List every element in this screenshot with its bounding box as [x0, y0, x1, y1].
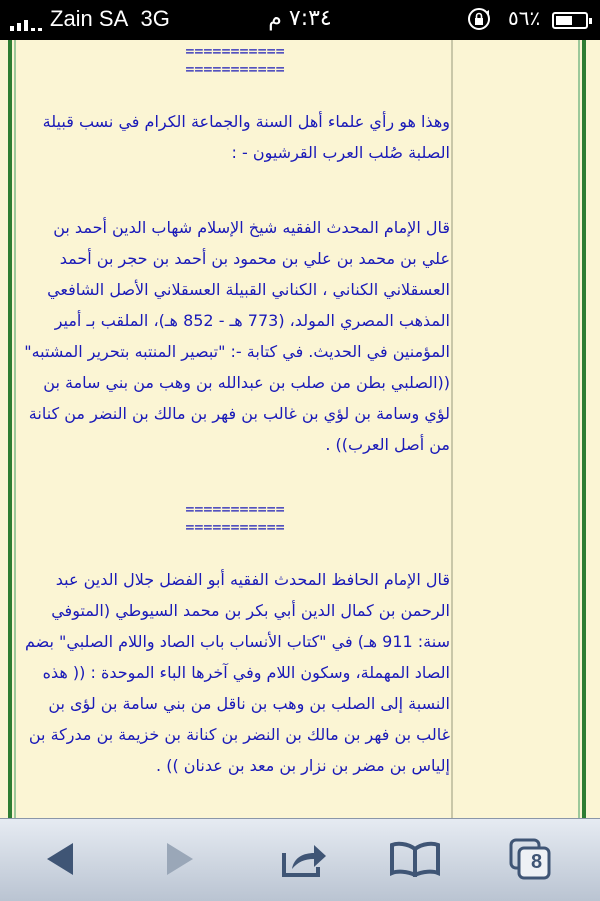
column-divider	[451, 40, 453, 818]
rotation-lock-icon	[466, 6, 492, 32]
bookmarks-button[interactable]	[385, 833, 445, 885]
network-label: 3G	[140, 6, 170, 31]
book-icon	[389, 841, 441, 877]
battery-percent: ٥٦٪	[508, 6, 541, 30]
carrier-label: Zain SA 3G	[50, 6, 170, 31]
left-border	[8, 40, 12, 818]
status-time: ٧:٣٤ م	[268, 6, 332, 31]
quote-paragraph: قال الإمام الحافظ المحدث الفقيه أبو الفضل جلال الدين عبد الرحمن بن كمال الدين أبي بكر بن محمد السيوطي (المتوفي سنة: 911 هـ) في "كتاب الأنساب باب الصاد واللام الصلبي" بضم الصاد المهملة، وسكون اللام وفي آخرها الباء الموحدة : (( هذه النسبة إلى الصلب بن وهب بن ناقل من بني سامة بن لؤى بن غالب بن فهر بن مالك بن النضر بن كنانة بن خزيمة بن مدركة بن إلياس بن مضر بن نزار بن معد بن عدنان )) .	[24, 570, 450, 775]
right-border	[582, 40, 586, 818]
separator-line: ===========	[185, 42, 285, 60]
separator-line: ===========	[185, 518, 285, 536]
back-arrow-icon	[43, 841, 77, 877]
back-button[interactable]	[30, 833, 90, 885]
intro-paragraph: وهذا هو رأي علماء أهل السنة والجماعة الكرام في نسب قبيلة الصلبة صُلب العرب القرشيون - :	[42, 112, 450, 162]
tabs-count: 8	[531, 851, 543, 873]
share-button[interactable]	[275, 833, 335, 885]
separator-line: ===========	[185, 60, 285, 78]
tabs-icon	[508, 837, 552, 881]
battery-icon	[552, 12, 588, 29]
article-body	[20, 40, 450, 781]
battery-fill	[556, 16, 572, 25]
quote-paragraph: قال الإمام المحدث الفقيه شيخ الإسلام شهاب الدين أحمد بن علي بن محمد بن علي بن محمود بن أحمد بن حجر بن أحمد العسقلاني الكناني ، الكناني القبيلة العسقلاني الأصل الشافعي المذهب المصري المولد، (773 هـ - 852 هـ)، الملقب بـ أمير المؤمنين في الحديث. في كتابة -: "تبصير المنتبه بتحرير المشتبه" ((الصلبي بطن من صلب بن عبدالله بن وهب من بني سامة بن لؤي وسامة بن لؤي بن غالب بن فهر بن مالك بن النضر من كنانة من أصل العرب)) .	[24, 218, 450, 454]
forward-arrow-icon	[163, 841, 197, 877]
tabs-button[interactable]	[500, 833, 560, 885]
share-icon	[280, 839, 330, 879]
status-bar	[0, 0, 600, 40]
web-page[interactable]	[0, 40, 600, 818]
separator-line: ===========	[185, 500, 285, 518]
forward-button[interactable]	[150, 833, 210, 885]
browser-toolbar	[0, 818, 600, 901]
